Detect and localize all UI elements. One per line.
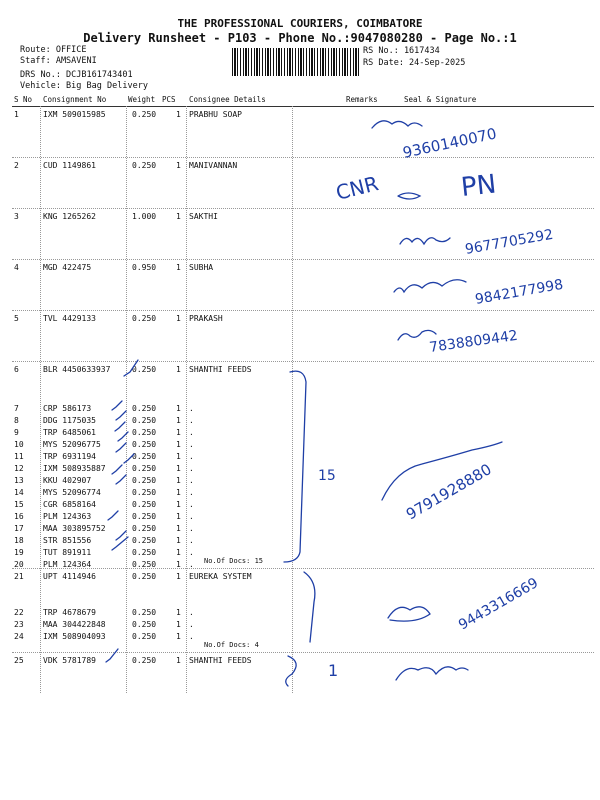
row-consignment-no: PLM 124363 (43, 512, 92, 521)
row-sno: 4 (14, 263, 19, 272)
row-consignee: . (189, 428, 194, 437)
row-consignment-no: TRP 6931194 (43, 452, 96, 461)
row-pcs: 1 (176, 452, 181, 461)
row-sno: 22 (14, 608, 24, 617)
row-consignment-no: TRP 6485061 (43, 428, 96, 437)
row-consignment-no: IXM 509015985 (43, 110, 106, 119)
row-weight: 0.250 (132, 365, 157, 374)
row-sno: 15 (14, 500, 24, 509)
row-consignee: MANIVANNAN (189, 161, 238, 170)
row-weight: 0.250 (132, 110, 157, 119)
row-weight: 0.250 (132, 476, 157, 485)
col-consignee: Consignee Details (189, 95, 266, 104)
row-sno: 18 (14, 536, 24, 545)
row-consignee: . (189, 524, 194, 533)
handwritten-initials: PN (459, 169, 498, 203)
row-consignee: . (189, 536, 194, 545)
docs-count-note: No.Of Docs: 4 (204, 641, 259, 649)
row-weight: 0.250 (132, 404, 157, 413)
vehicle-label: Vehicle: Big Bag Delivery (20, 81, 148, 91)
docs-count-note: No.Of Docs: 15 (204, 557, 264, 565)
row-pcs: 1 (176, 656, 181, 665)
row-weight: 0.250 (132, 314, 157, 323)
row-sno: 25 (14, 656, 24, 665)
row-consignment-no: PLM 124364 (43, 560, 92, 569)
row-sno: 5 (14, 314, 19, 323)
row-consignee: . (189, 560, 194, 569)
row-consignment-no: TRP 4678679 (43, 608, 96, 617)
row-consignee: . (189, 440, 194, 449)
row-consignment-no: TVL 4429133 (43, 314, 96, 323)
row-consignee: . (189, 548, 194, 557)
row-consignment-no: STR 851556 (43, 536, 92, 545)
row-pcs: 1 (176, 500, 181, 509)
row-consignment-no: UPT 4114946 (43, 572, 96, 581)
row-consignment-no: DDG 1175035 (43, 416, 96, 425)
signature-scribble (396, 667, 468, 680)
row-consignee: . (189, 632, 194, 641)
row-sno: 2 (14, 161, 19, 170)
row-weight: 0.250 (132, 656, 157, 665)
signature-scribble (388, 607, 430, 621)
row-consignee: SHANTHI FEEDS (189, 656, 252, 665)
row-consignment-no: VDK 5781789 (43, 656, 96, 665)
check-mark (116, 475, 126, 484)
row-pcs: 1 (176, 536, 181, 545)
row-weight: 0.250 (132, 536, 157, 545)
row-weight: 0.250 (132, 572, 157, 581)
col-weight: Weight (128, 95, 156, 104)
row-pcs: 1 (176, 632, 181, 641)
row-weight: 0.250 (132, 620, 157, 629)
row-weight: 0.250 (132, 428, 157, 437)
bracket-line (286, 656, 296, 686)
row-consignee: . (189, 404, 194, 413)
rs-number: RS No.: 1617434 (363, 46, 440, 56)
check-mark (116, 531, 126, 540)
row-weight: 0.250 (132, 548, 157, 557)
row-consignment-no: KKU 402907 (43, 476, 92, 485)
row-pcs: 1 (176, 314, 181, 323)
check-mark (108, 511, 118, 520)
row-sno: 1 (14, 110, 19, 119)
row-weight: 0.250 (132, 512, 157, 521)
row-sno: 14 (14, 488, 24, 497)
row-pcs: 1 (176, 548, 181, 557)
check-mark (112, 401, 122, 410)
row-weight: 0.950 (132, 263, 157, 272)
col-consignment: Consignment No (43, 95, 107, 104)
rs-date: RS Date: 24-Sep-2025 (363, 58, 466, 68)
row-weight: 0.250 (132, 452, 157, 461)
row-consignee: PRABHU SOAP (189, 110, 242, 119)
col-remarks: Remarks (346, 95, 378, 104)
row-pcs: 1 (176, 524, 181, 533)
col-seal: Seal & Signature (404, 95, 477, 104)
row-sno: 13 (14, 476, 24, 485)
handwritten-remark: CNR (333, 171, 381, 205)
handwritten-phone: 9360140070 (401, 124, 499, 162)
row-weight: 0.250 (132, 488, 157, 497)
company-title: THE PROFESSIONAL COURIERS, COIMBATORE (177, 17, 423, 30)
row-weight: 1.000 (132, 212, 157, 221)
signature-scribble (398, 193, 420, 199)
row-consignment-no: IXM 508904093 (43, 632, 106, 641)
row-pcs: 1 (176, 488, 181, 497)
row-weight: 0.250 (132, 440, 157, 449)
row-pcs: 1 (176, 428, 181, 437)
row-weight: 0.250 (132, 608, 157, 617)
handwritten-count: 15 (318, 468, 336, 484)
row-pcs: 1 (176, 212, 181, 221)
row-weight: 0.250 (132, 560, 157, 569)
row-pcs: 1 (176, 560, 181, 569)
row-consignee: . (189, 512, 194, 521)
row-pcs: 1 (176, 263, 181, 272)
row-sno: 11 (14, 452, 24, 461)
row-weight: 0.250 (132, 500, 157, 509)
check-mark (116, 411, 126, 420)
row-consignment-no: KNG 1265262 (43, 212, 96, 221)
row-consignment-no: MAA 304422848 (43, 620, 106, 629)
row-consignment-no: MGD 422475 (43, 263, 92, 272)
handwritten-phone: 7838809442 (428, 327, 519, 356)
row-pcs: 1 (176, 161, 181, 170)
row-consignee: . (189, 452, 194, 461)
row-sno: 9 (14, 428, 19, 437)
row-pcs: 1 (176, 365, 181, 374)
row-consignee: SHANTHI FEEDS (189, 365, 252, 374)
check-mark (124, 360, 138, 376)
row-consignee: . (189, 488, 194, 497)
check-mark (118, 432, 128, 441)
row-consignee: . (189, 500, 194, 509)
check-mark (116, 443, 126, 452)
row-pcs: 1 (176, 464, 181, 473)
row-consignee: . (189, 416, 194, 425)
row-sno: 10 (14, 440, 24, 449)
row-consignee: PRAKASH (189, 314, 223, 323)
row-weight: 0.250 (132, 416, 157, 425)
row-sno: 8 (14, 416, 19, 425)
row-consignee: . (189, 476, 194, 485)
drs-label: DRS No.: DCJB161743401 (20, 70, 133, 80)
check-mark (112, 537, 128, 550)
signature-scribble (372, 121, 422, 128)
row-pcs: 1 (176, 476, 181, 485)
row-pcs: 1 (176, 416, 181, 425)
route-label: Route: OFFICE (20, 45, 87, 55)
row-consignment-no: BLR 4450633937 (43, 365, 111, 374)
row-pcs: 1 (176, 620, 181, 629)
row-consignee: . (189, 620, 194, 629)
row-consignee: SUBHA (189, 263, 214, 272)
row-consignment-no: CRP 586173 (43, 404, 92, 413)
row-sno: 12 (14, 464, 24, 473)
row-sno: 6 (14, 365, 19, 374)
row-sno: 17 (14, 524, 24, 533)
handwritten-count: 1 (328, 661, 339, 680)
check-mark (112, 465, 122, 474)
row-consignee: . (189, 464, 194, 473)
runsheet-subtitle: Delivery Runsheet - P103 - Phone No.:9047080280 - Page No.:1 (83, 31, 517, 45)
signature-scribble (400, 238, 450, 244)
row-sno: 21 (14, 572, 24, 581)
row-sno: 24 (14, 632, 24, 641)
row-consignment-no: MYS 52096775 (43, 440, 101, 449)
bracket-line (284, 371, 306, 562)
signature-scribble (398, 330, 436, 340)
row-consignment-no: CGR 6858164 (43, 500, 96, 509)
row-consignee: EUREKA SYSTEM (189, 572, 252, 581)
row-consignment-no: TUT 891911 (43, 548, 92, 557)
row-pcs: 1 (176, 512, 181, 521)
col-pcs: PCS (162, 95, 176, 104)
row-pcs: 1 (176, 572, 181, 581)
handwritten-phone: 9677705292 (463, 226, 555, 258)
row-pcs: 1 (176, 608, 181, 617)
staff-label: Staff: AMSAVENI (20, 56, 97, 66)
row-consignment-no: IXM 508935887 (43, 464, 106, 473)
row-weight: 0.250 (132, 524, 157, 533)
row-pcs: 1 (176, 404, 181, 413)
row-consignee: . (189, 608, 194, 617)
row-consignment-no: MYS 52096774 (43, 488, 101, 497)
handwritten-phone: 9842177998 (473, 276, 565, 308)
row-weight: 0.250 (132, 161, 157, 170)
row-sno: 19 (14, 548, 24, 557)
row-sno: 20 (14, 560, 24, 569)
check-mark (115, 422, 125, 431)
row-pcs: 1 (176, 110, 181, 119)
bracket-line (304, 572, 315, 642)
row-sno: 3 (14, 212, 19, 221)
row-consignment-no: MAA 303895752 (43, 524, 106, 533)
row-pcs: 1 (176, 440, 181, 449)
row-sno: 7 (14, 404, 19, 413)
row-sno: 23 (14, 620, 24, 629)
signature-scribble (394, 280, 466, 292)
row-consignment-no: CUD 1149861 (43, 161, 96, 170)
row-consignee: SAKTHI (189, 212, 218, 221)
check-mark (106, 649, 118, 662)
row-weight: 0.250 (132, 464, 157, 473)
handwritten-phone: 9791928880 (403, 460, 495, 524)
col-sno: S No (14, 95, 33, 104)
handwritten-phone: 9443316669 (456, 575, 542, 634)
row-weight: 0.250 (132, 632, 157, 641)
row-sno: 16 (14, 512, 24, 521)
check-mark (124, 454, 134, 463)
